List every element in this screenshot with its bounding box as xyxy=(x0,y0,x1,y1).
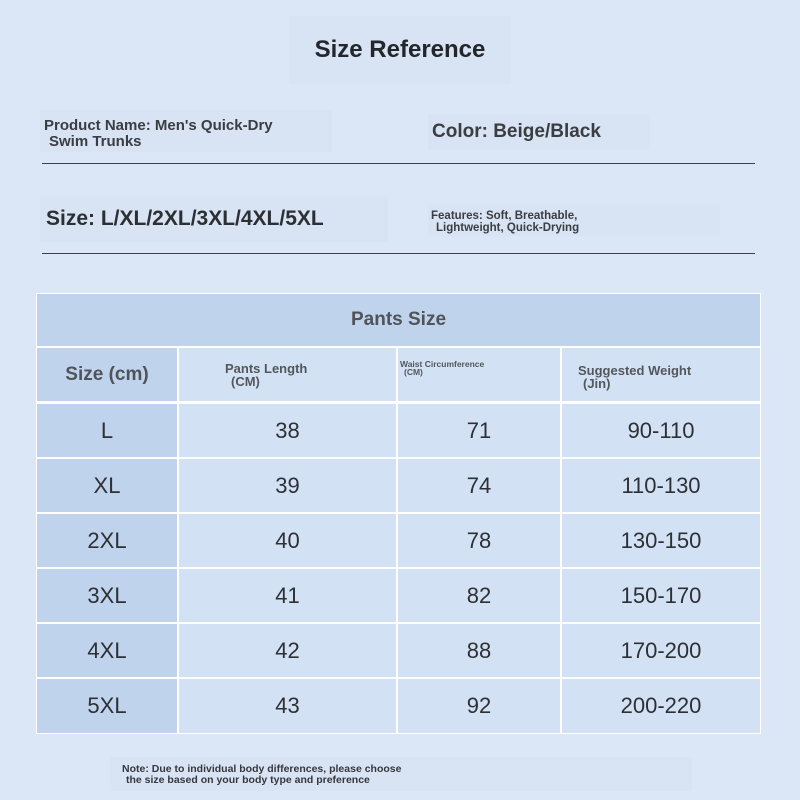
row-length: 39 xyxy=(179,459,396,512)
product-name xyxy=(40,110,332,152)
row-weight: 170-200 xyxy=(562,624,760,677)
product-name-line2: Swim Trunks xyxy=(49,133,142,150)
header-waist-label: Waist Circumference xyxy=(400,359,485,369)
row-weight: 150-170 xyxy=(562,569,760,622)
row-length: 41 xyxy=(179,569,396,622)
header-size: Size (cm) xyxy=(37,348,177,401)
row-waist: 82 xyxy=(398,569,560,622)
row-size: 3XL xyxy=(37,569,177,622)
row-waist: 78 xyxy=(398,514,560,567)
row-weight: 90-110 xyxy=(562,404,760,457)
product-name-line1: Product Name: Men's Quick-Dry xyxy=(44,117,273,134)
features-info xyxy=(428,204,720,236)
row-size: L xyxy=(37,404,177,457)
row-length: 42 xyxy=(179,624,396,677)
features-line2: Lightweight, Quick-Drying xyxy=(436,222,580,234)
header-waist xyxy=(398,348,560,401)
features-line1: Features: Soft, Breathable, xyxy=(431,210,578,222)
footnote xyxy=(110,757,692,791)
color-info: Color: Beige/Black xyxy=(428,114,650,150)
divider-2 xyxy=(42,253,755,254)
row-length: 43 xyxy=(179,679,396,733)
footnote-line1: Note: Due to individual body differences, please choose xyxy=(122,763,402,775)
table-title: Pants Size xyxy=(37,294,760,346)
header-weight-unit: (Jin) xyxy=(583,375,611,391)
header-weight-label: Suggested Weight xyxy=(578,362,692,378)
page-title: Size Reference xyxy=(289,16,511,84)
size-table xyxy=(36,293,761,734)
row-waist: 74 xyxy=(398,459,560,512)
row-weight: 130-150 xyxy=(562,514,760,567)
row-size: XL xyxy=(37,459,177,512)
row-waist: 71 xyxy=(398,404,560,457)
row-size: 2XL xyxy=(37,514,177,567)
header-pants-length-unit: (CM) xyxy=(231,373,260,389)
header-pants-length xyxy=(179,348,396,401)
row-weight: 110-130 xyxy=(562,459,760,512)
header-waist-unit: (CM) xyxy=(404,367,423,377)
header-pants-length-label: Pants Length xyxy=(225,360,308,376)
row-waist: 92 xyxy=(398,679,560,733)
divider-1 xyxy=(42,163,755,164)
row-weight: 200-220 xyxy=(562,679,760,733)
row-size: 5XL xyxy=(37,679,177,733)
footnote-line2: the size based on your body type and preference xyxy=(126,774,370,786)
row-length: 40 xyxy=(179,514,396,567)
row-waist: 88 xyxy=(398,624,560,677)
row-size: 4XL xyxy=(37,624,177,677)
header-weight xyxy=(562,348,760,401)
size-list: Size: L/XL/2XL/3XL/4XL/5XL xyxy=(40,196,388,242)
row-length: 38 xyxy=(179,404,396,457)
